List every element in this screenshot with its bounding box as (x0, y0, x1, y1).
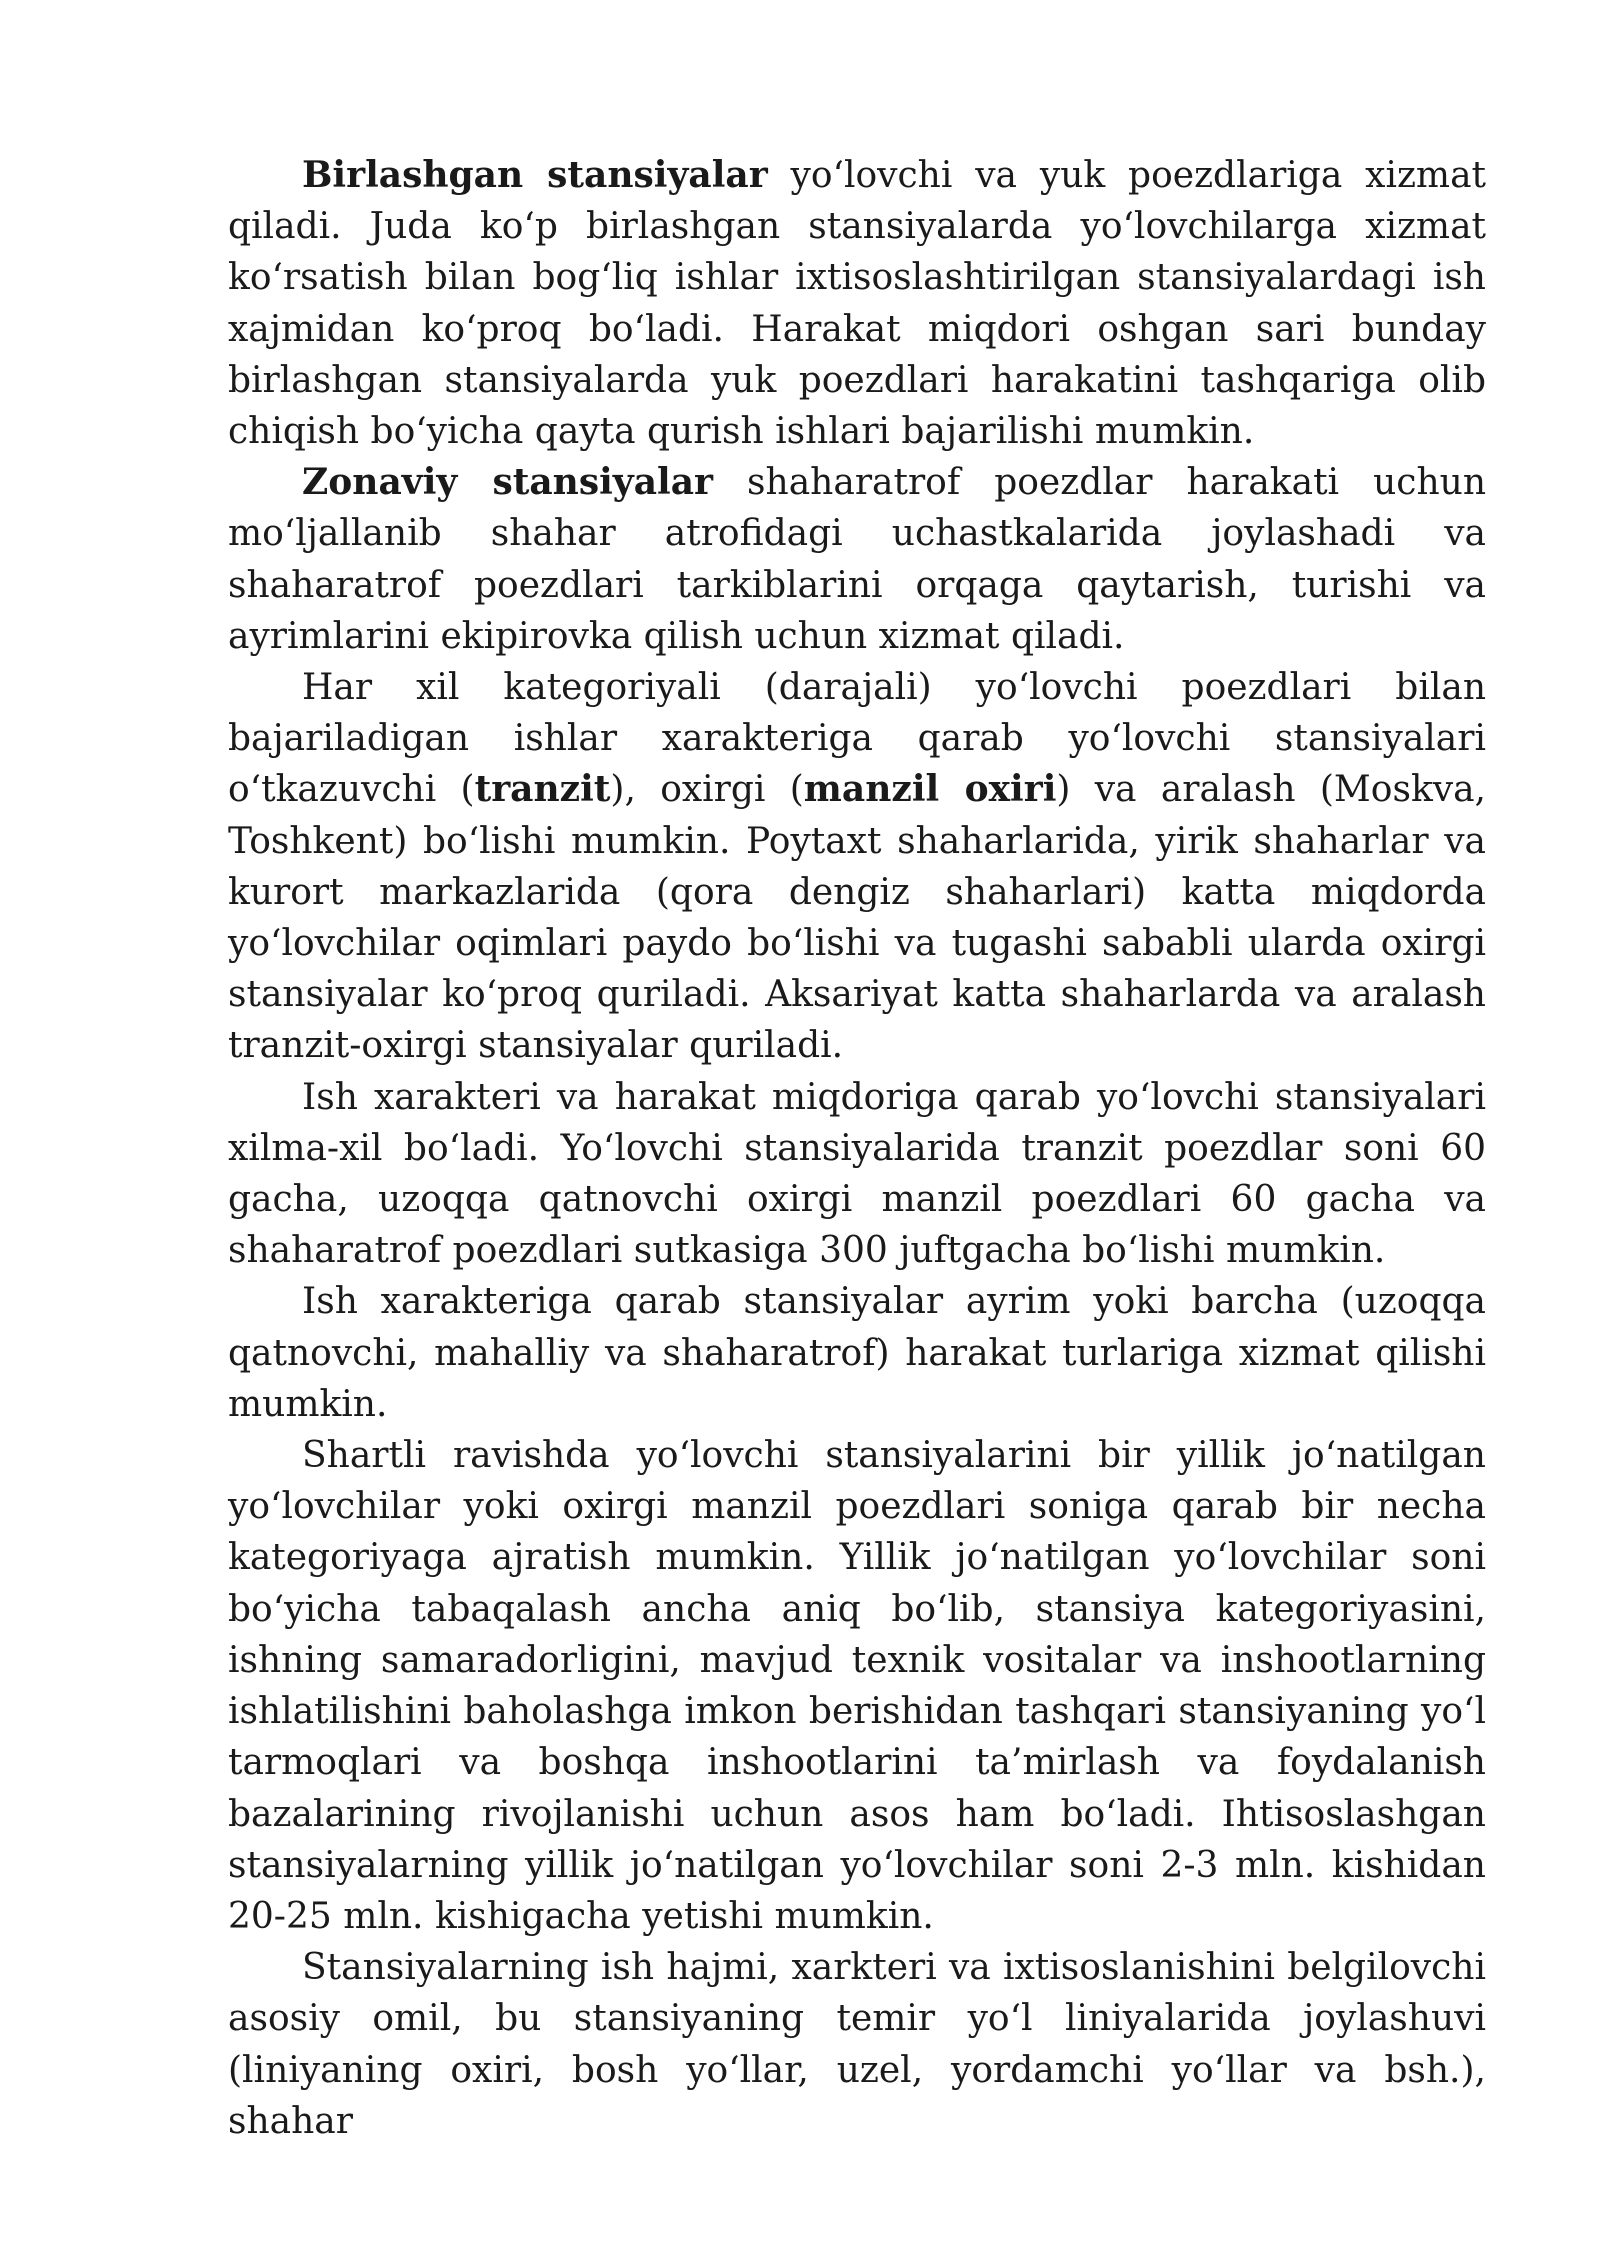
paragraph-text: Har xil kategoriyali (darajali) yo‘lovchi poezdlari bilan bajariladigan ishlar xarakteriga qarab yo‘lovchi stansiyalari o‘tkazuvchi ( (228, 667, 1486, 811)
bold-term: tranzit (474, 768, 611, 811)
paragraph-text: yo‘lovchi va yuk poezdlariga xizmat qiladi. Juda ko‘p birlashgan stansiyalarda yo‘lovchilarga xizmat ko‘rsatish bilan bog‘liq ishlar ixtisoslashtirilgan stansiyalardagi ish xajmidan ko‘proq bo‘ladi. Harakat miqdori oshgan sari bunday birlashgan stansiyalarda yuk poezdlari harakatini tashqariga olib chiqish bo‘yicha qayta qurish ishlari bajarilishi mumkin. (228, 155, 1486, 453)
paragraph-birlashgan-stansiyalar (228, 150, 1486, 457)
paragraph-text: ) va aralash (Moskva, Toshkent) bo‘lishi mumkin. Poytaxt shaharlarida, yirik shaharlar va kurort markazlarida (qora dengiz shaharlari) katta miqdorda yo‘lovchilar oqimlari paydo bo‘lishi va tugashi sababli ularda oxirgi stansiyalar ko‘proq quriladi. Aksariyat katta shaharlarda va aralash tranzit-oxirgi stansiyalar quriladi. (228, 769, 1487, 1067)
paragraph-text: shaharatrof poezdlar harakati uchun mo‘ljallanib shahar atrofidagi uchastkalarida joylashadi va shaharatrof poezdlari tarkiblarini orqaga qaytarish, turishi va ayrimlarini ekipirovka qilish uchun xizmat qiladi. (228, 462, 1487, 657)
paragraph-zonaviy-stansiyalar (228, 457, 1486, 662)
paragraph-kategoriyalar (228, 1430, 1486, 1942)
paragraph-ish-hajmi (228, 1942, 1486, 2147)
paragraph-ish-xarakteri (228, 1072, 1486, 1277)
bold-term: manzil oxiri (803, 768, 1057, 811)
paragraph-text: Stansiyalarning ish hajmi, xarkteri va ixtisoslanishini belgilovchi asosiy omil, bu stansiyaning temir yo‘l liniyalarida joylashuvi (liniyaning oxiri, bosh yo‘llar, uzel, yordamchi yo‘llar va bsh.), shahar (228, 1947, 1486, 2142)
paragraph-text: ), oxirgi ( (610, 769, 804, 811)
paragraph-harakat-turlari (228, 1276, 1486, 1430)
paragraph-text: Ish xarakteri va harakat miqdoriga qarab yo‘lovchi stansiyalari xilma-xil bo‘ladi. Yo‘lovchi stansiyalarida tranzit poezdlar soni 60 gacha, uzoqqa qatnovchi oxirgi manzil poezdlari 60 gacha va shaharatrof poezdlari sutkasiga 300 juftgacha bo‘lishi mumkin. (228, 1076, 1486, 1272)
paragraph-stansiya-turlari (228, 662, 1486, 1072)
document-page (228, 150, 1486, 2147)
bold-term: Zonaviy stansiyalar (302, 461, 713, 504)
paragraph-text: Shartli ravishda yo‘lovchi stansiyalarini bir yillik jo‘natilgan yo‘lovchilar yoki oxirgi manzil poezdlari soniga qarab bir necha kategoriyaga ajratish mumkin. Yillik jo‘natilgan yo‘lovchilar soni bo‘yicha tabaqalash ancha aniq bo‘lib, stansiya kategoriyasini, ishning samaradorligini, mavjud texnik vositalar va inshootlarning ishlatilishini baholashga imkon berishidan tashqari stansiyaning yo‘l tarmoqlari va boshqa inshootlarini ta’mirlash va foydalanish bazalarining rivojlanishi uchun asos ham bo‘ladi. Ihtisoslashgan stansiyalarning yillik jo‘natilgan yo‘lovchilar soni 2-3 mln. kishidan 20-25 mln. kishigacha yetishi mumkin. (228, 1435, 1486, 1937)
paragraph-text: Ish xarakteriga qarab stansiyalar ayrim yoki barcha (uzoqqa qatnovchi, mahalliy va shaharatrof) harakat turlariga xizmat qilishi mumkin. (228, 1281, 1486, 1425)
bold-term: Birlashgan stansiyalar (302, 154, 768, 196)
